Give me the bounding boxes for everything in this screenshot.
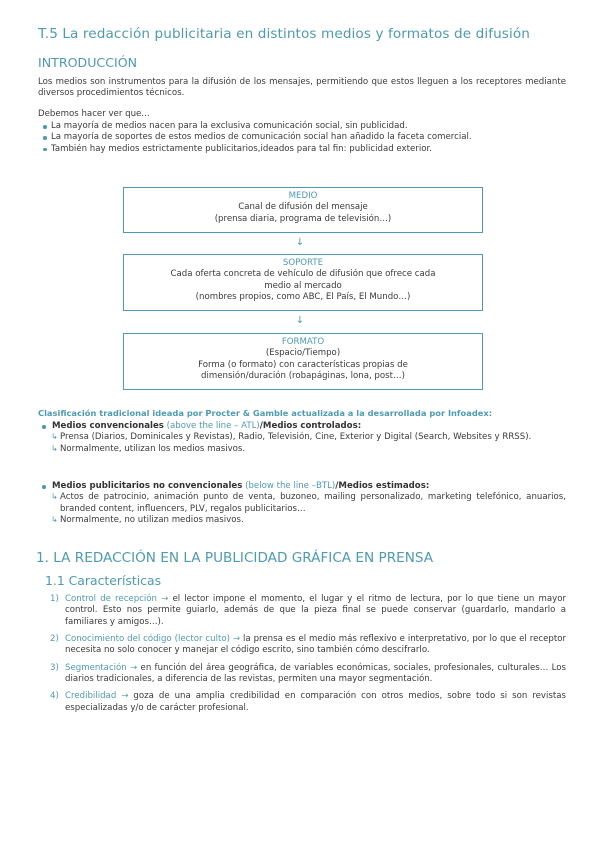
list-item: La mayoría de medios nacen para la exclusiva comunicación social, sin publicidad.: [38, 121, 566, 132]
list-item: 3) Segmentación → en función del área geográfica, de variables económicas, sociales, profesionales, culturales… Los diarios tradicionales, a diferencia de las revistas, permiten una mayor segmentación.: [50, 662, 567, 685]
bullet-dot-icon: [43, 125, 47, 129]
list-item: ↳ Normalmente, utilizan los medios masivos.: [51, 443, 246, 454]
diagram-box-line: medio al mercado: [264, 280, 342, 291]
diagram-box-line: (Espacio/Tiempo): [265, 348, 341, 359]
intro-bullet-list: [38, 121, 566, 155]
arrow-down-icon: ↓: [295, 315, 305, 326]
conventional-media-block: [50, 421, 566, 455]
section-heading: 1. LA REDACCIÓN EN LA PUBLICIDAD GRÁFICA EN PRENSA: [36, 550, 434, 566]
list-item: También hay medios estrictamente publicitarios,ideados para tal fin: publicidad exterior.: [38, 144, 566, 155]
diagram-box-medio: [123, 187, 483, 233]
return-arrow-icon: ↳: [51, 492, 58, 502]
classification-heading: Clasificación tradicional ideada por Procter & Gamble actualizada a la desarrollada por Infoadex:: [38, 408, 493, 418]
non-conventional-media-heading: Medios publicitarios no convencionales (below the line –BTL)/Medios estimados:: [50, 481, 566, 492]
list-item: 4) Credibilidad → goza de una amplia credibilidad en comparación con otros medios, sobre todo si son revistas especializadas y/o de carácter profesional.: [50, 691, 566, 713]
list-item: 1) Control de recepción → el lector impone el momento, el lugar y el ritmo de lectura, por lo que tiene un mayor control. Esto nos permite guiarlo, además de que la pieza final se puede conservar (guardarlo, mandarlo a familiares y amigos…).: [50, 594, 567, 627]
return-arrow-icon: ↳: [51, 443, 58, 453]
diagram-box-line: (prensa diaria, programa de televisión…): [214, 213, 392, 224]
subsection-heading: 1.1 Características: [45, 573, 162, 588]
diagram-box-line: Forma (o formato) con características propias de: [198, 359, 408, 370]
list-item: 2) Conocimiento del código (lector culto) → la prensa es el medio más reflexivo e interpretativo, por lo que el receptor necesita no solo conocer y manejar el código escrito, sino también cómo descifrarlo.: [50, 634, 566, 656]
arrow-down-icon: ↓: [295, 237, 305, 248]
intro-lead: Debemos hacer ver que…: [38, 109, 150, 119]
return-arrow-icon: ↳: [51, 432, 58, 442]
non-conventional-media-block: [50, 481, 566, 526]
diagram-box-formato: [123, 333, 483, 390]
list-item: ↳ Prensa (Diarios, Dominicales y Revistas), Radio, Televisión, Cine, Exterior y Digital (Search, Websites y RRSS).: [51, 432, 532, 443]
list-item: ↳ Actos de patrocinio, animación punto de venta, buzoneo, mailing personalizado, marketing telefónico, anuarios, branded content, influencers, PLV, regalos publicitarios…: [51, 492, 566, 514]
diagram-box-title: SOPORTE: [282, 258, 324, 268]
diagram-box-line: dimensión/duración (robapáginas, lona, post…): [201, 371, 405, 382]
diagram-box-line: Cada oferta concreta de vehículo de difusión que ofrece cada: [170, 269, 436, 280]
diagram-box-title: MEDIO: [288, 191, 318, 201]
return-arrow-icon: ↳: [51, 515, 58, 525]
diagram-box-line: Canal de difusión del mensaje: [238, 202, 368, 213]
diagram-box-line: (nombres propios, como ABC, El País, El Mundo…): [195, 292, 411, 303]
bullet-dot-icon: [42, 485, 46, 489]
bullet-dot-icon: [43, 136, 47, 140]
intro-paragraph: Los medios son instrumentos para la difusión de los mensajes, permitiendo que estos lleguen a los receptores mediante diversos procedimientos técnicos.: [38, 77, 566, 99]
diagram-box-title: FORMATO: [281, 337, 325, 347]
diagram-box-soporte: [123, 254, 483, 311]
characteristics-list: [50, 594, 566, 720]
list-item: La mayoría de soportes de estos medios de comunicación social han añadido la faceta comercial.: [38, 132, 566, 143]
conventional-media-heading: Medios convencionales (above the line – ATL)/Medios controlados:: [50, 421, 566, 432]
document-title: T.5 La redacción publicitaria en distintos medios y formatos de difusión: [38, 26, 530, 42]
bullet-dot-icon: [42, 425, 46, 429]
intro-heading: INTRODUCCIÓN: [38, 55, 138, 70]
list-item: ↳ Normalmente, no utilizan medios masivos.: [51, 515, 244, 526]
bullet-dot-icon: [43, 148, 47, 152]
